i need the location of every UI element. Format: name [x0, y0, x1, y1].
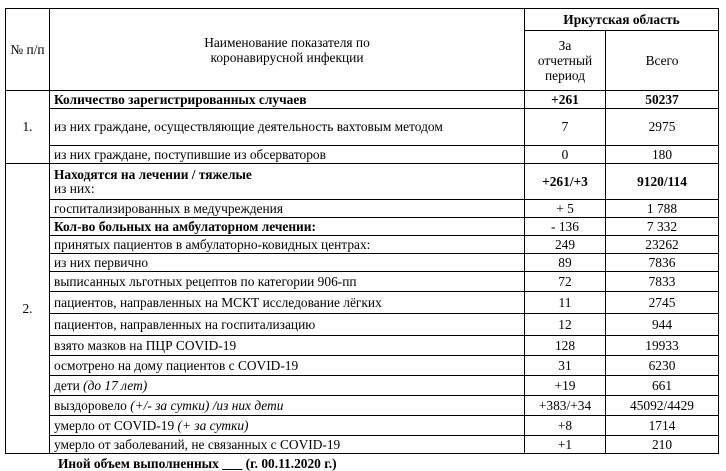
table-row	[6, 336, 719, 356]
row-label-main: выздоровело	[54, 397, 131, 413]
row-total: 944	[606, 314, 719, 336]
row-label: принятых пациентов в амбулаторно-ковидных центрах:	[50, 236, 525, 254]
section-number: 2.	[6, 164, 50, 454]
row-total: 210	[606, 436, 719, 454]
row-label-main: умерло от COVID-19	[54, 417, 178, 433]
row-period: 11	[525, 292, 606, 314]
row-label: Количество зарегистрированных случаев	[50, 91, 525, 109]
row-label-main: дети	[54, 377, 84, 393]
table-row	[6, 164, 719, 200]
table-row	[6, 91, 719, 109]
row-total: 661	[606, 376, 719, 396]
row-label	[50, 416, 525, 436]
row-label: из них первично	[50, 254, 525, 272]
row-label: Кол-во больных на амбулаторном лечении:	[50, 218, 525, 236]
row-total: 7 332	[606, 218, 719, 236]
row-label: госпитализированных в медучреждения	[50, 200, 525, 218]
table-row	[6, 109, 719, 146]
header-period: За отчетный период	[525, 31, 606, 91]
header-number: № п/п	[6, 9, 50, 91]
row-period: 89	[525, 254, 606, 272]
row-label-note: (+/- за сутки) /из них дети	[130, 397, 284, 413]
header-total: Всего	[606, 31, 719, 91]
row-label-note: (+ за сутки)	[177, 417, 249, 433]
footer-cut-text: Иной объем выполненных ___ (г. 00.11.2020 г.)	[58, 456, 337, 471]
treatment-title: Находятся на лечении / тяжелые	[54, 166, 252, 182]
row-period: +8	[525, 416, 606, 436]
row-label	[50, 396, 525, 416]
table-row	[6, 218, 719, 236]
row-period: 249	[525, 236, 606, 254]
row-label: умерло от заболеваний, не связанных с COVID-19	[50, 436, 525, 454]
table-row	[6, 272, 719, 292]
row-period: 0	[525, 146, 606, 164]
table-row	[6, 146, 719, 164]
table-row	[6, 436, 719, 454]
row-total: 6230	[606, 356, 719, 376]
row-total: 7836	[606, 254, 719, 272]
row-label: пациентов, направленных на МСКТ исследование лёгких	[50, 292, 525, 314]
table-row	[6, 356, 719, 376]
row-label-note: (до 17 лет)	[83, 377, 148, 393]
row-period: 7	[525, 109, 606, 146]
row-label	[50, 164, 525, 200]
table-row	[6, 200, 719, 218]
table-row	[6, 396, 719, 416]
row-period: 12	[525, 314, 606, 336]
row-total: 19933	[606, 336, 719, 356]
section-number: 1.	[6, 91, 50, 164]
row-label	[50, 376, 525, 396]
header-indicator-name: Наименование показателя по коронавирусной инфекции	[50, 9, 525, 91]
row-period: 128	[525, 336, 606, 356]
row-total: 9120/114	[606, 164, 719, 200]
table-row	[6, 376, 719, 396]
row-total: 2745	[606, 292, 719, 314]
row-total: 45092/4429	[606, 396, 719, 416]
header-region: Иркутская область	[525, 9, 719, 31]
treatment-subtitle: из них:	[54, 180, 95, 196]
row-total: 1 788	[606, 200, 719, 218]
table-row	[6, 292, 719, 314]
table-row	[6, 254, 719, 272]
row-period: - 136	[525, 218, 606, 236]
row-period: +1	[525, 436, 606, 454]
row-period: 72	[525, 272, 606, 292]
table-row	[6, 236, 719, 254]
row-period: +261/+3	[525, 164, 606, 200]
row-total: 23262	[606, 236, 719, 254]
row-period: +19	[525, 376, 606, 396]
row-label: из них граждане, осуществляющие деятельность вахтовым методом	[50, 109, 525, 146]
row-total: 7833	[606, 272, 719, 292]
row-label: взято мазков на ПЦР COVID-19	[50, 336, 525, 356]
row-total: 2975	[606, 109, 719, 146]
row-total: 1714	[606, 416, 719, 436]
table-row	[6, 416, 719, 436]
row-total: 180	[606, 146, 719, 164]
row-label: осмотрено на дому пациентов с COVID-19	[50, 356, 525, 376]
row-label: из них граждане, поступившие из обсерваторов	[50, 146, 525, 164]
covid-statistics-table	[5, 8, 719, 454]
row-total: 50237	[606, 91, 719, 109]
row-label: пациентов, направленных на госпитализацию	[50, 314, 525, 336]
table-row	[6, 314, 719, 336]
row-label: выписанных льготных рецептов по категории 906-пп	[50, 272, 525, 292]
row-period: 31	[525, 356, 606, 376]
row-period: +261	[525, 91, 606, 109]
row-period: +383/+34	[525, 396, 606, 416]
row-period: + 5	[525, 200, 606, 218]
